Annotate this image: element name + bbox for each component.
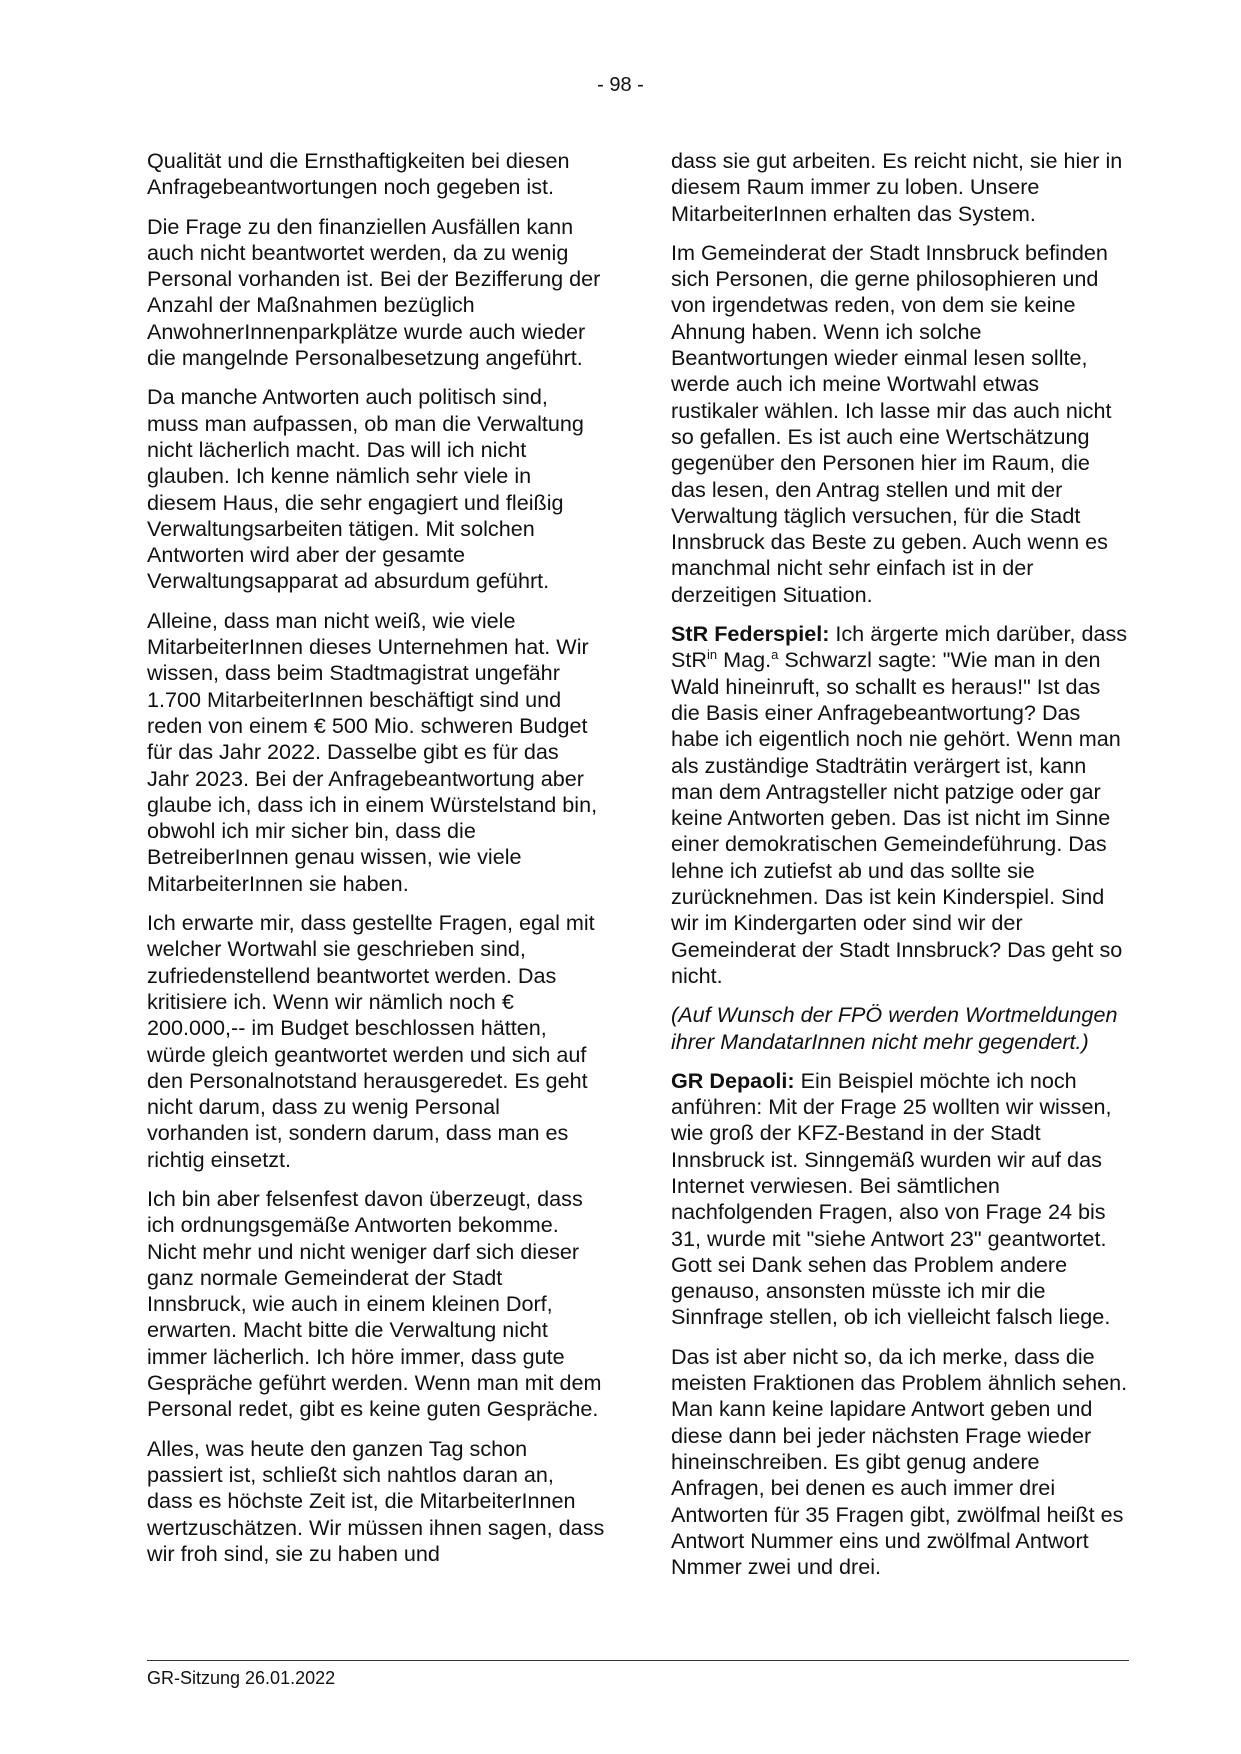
paragraph: Alleine, dass man nicht weiß, wie viele MitarbeiterInnen dieses Unternehmen hat. Wir wissen, dass beim Stadtmagistrat ungefähr 1.700 MitarbeiterInnen beschäftigt sind und reden von einem € 500 Mio. schweren Budget für das Jahr 2022. Dasselbe gibt es für das Jahr 2023. Bei der Anfragebeantwortung aber glaube ich, dass ich in einem Würstelstand bin, obwohl ich mir sicher bin, dass die BetreiberInnen genau wissen, wie viele MitarbeiterInnen sie haben. (147, 607, 598, 896)
speech-federspiel: StR Federspiel: Ich ärgerte mich darüber, dass StR$^{in}$ Mag.$^a$ Schwarzl sagte: "Wie man in den Wald hineinruft, so schallt es heraus!" Ist das die Basis einer Anfragebeantwortung? Das habe ich eigentlich noch nie gehört. Wenn man als zuständige Stadträtin verärgert ist, kann man dem Antragsteller nicht patzige oder gar keine Antworten geben. Das ist nicht im Sinne einer demokratischen Gemeindeführung. Das lehne ich zutiefst ab und das sollte sie zurücknehmen. Das ist kein Kinderspiel. Sind wir im Kindergarten oder sind wir der Gemeinderat der Stadt Innsbruck? Das geht so nicht. (671, 621, 1128, 988)
paragraph: Die Frage zu den finanziellen Ausfällen kann auch nicht beantwortet werden, da zu wenig Personal vorhanden ist. Bei der Bezifferung der Anzahl der Maßnahmen bezüglich AnwohnerInnenparkplätze wurde auch wieder die mangelnde Personalbesetzung angeführt. (147, 213, 601, 371)
page-number: - 98 - (597, 74, 644, 96)
paragraph: Da manche Antworten auch politisch sind, muss man aufpassen, ob man die Verwaltung nicht lächerlich macht. Das will ich nicht glauben. Ich kenne nämlich sehr viele in diesem Haus, die sehr engagiert und fleißig Verwaltungsarbeiten tätigen. Mit solchen Antworten wird aber der gesamte Verwaltungsapparat ad absurdum geführt. (147, 384, 584, 594)
editorial-note: (Auf Wunsch der FPÖ werden Wortmeldungen ihrer MandatarInnen nicht mehr gegendert.) (671, 1002, 1118, 1054)
left-column (147, 148, 605, 1580)
footer-text: GR-Sitzung 26.01.2022 (147, 1668, 336, 1688)
paragraph: Das ist aber nicht so, da ich merke, dass die meisten Fraktionen das Problem ähnlich sehen. Man kann keine lapidare Antwort geben und diese dann bei jeder nächsten Frage wieder hineinschreiben. Es gibt genug andere Anfragen, bei denen es auch immer drei Antworten für 35 Fragen gibt, zwölfmal heißt es Antwort Nummer eins und zwölfmal Antwort Nmmer zwei und drei. (671, 1343, 1128, 1580)
footer-divider (147, 1660, 1129, 1661)
right-column (671, 148, 1129, 1593)
speech-depaoli: GR Depaoli: Ein Beispiel möchte ich noch anführen: Mit der Frage 25 wollten wir wissen, wie groß der KFZ-Bestand in der Stadt Innsbruck ist. Sinngemäß wurden wir auf das Internet verwiesen. Bei sämtlichen nachfolgenden Fragen, also von Frage 24 bis 31, wurde mit "siehe Antwort 23" geantwortet. Gott sei Dank sehen das Problem andere genauso, ansonsten müsste ich mir die Sinnfrage stellen, ob ich vielleicht falsch liege. (671, 1067, 1112, 1330)
paragraph: Ich bin aber felsenfest davon überzeugt, dass ich ordnungsgemäße Antworten bekomme. Nicht mehr und nicht weniger darf sich dieser ganz normale Gemeinderat der Stadt Innsbruck, wie auch in einem kleinen Dorf, erwarten. Macht bitte die Verwaltung nicht immer lächerlich. Ich höre immer, dass gute Gespräche geführt werden. Wenn man mit dem Personal redet, gibt es keine guten Gespräche. (147, 1185, 602, 1422)
paragraph: Qualität und die Ernsthaftigkeiten bei diesen Anfragebeantwortungen noch gegeben ist. (147, 148, 570, 200)
paragraph: Alles, was heute den ganzen Tag schon passiert ist, schließt sich nahtlos daran an, dass es höchste Zeit ist, die MitarbeiterInnen wertzuschätzen. Wir müssen ihnen sagen, dass wir froh sind, sie zu haben und (147, 1435, 605, 1566)
paragraph: Ich erwarte mir, dass gestellte Fragen, egal mit welcher Wortwahl sie geschrieben sind, zufriedenstellend beantwortet werden. Das kritisiere ich. Wenn wir nämlich noch € 200.000,-- im Budget beschlossen hätten, würde gleich geantwortet werden und sich auf den Personalnotstand herausgeredet. Es geht nicht darum, dass zu wenig Personal vorhanden ist, sondern darum, dass man es richtig einsetzt. (147, 910, 595, 1172)
paragraph: Im Gemeinderat der Stadt Innsbruck befinden sich Personen, die gerne philosophieren und von irgendetwas reden, von dem sie keine Ahnung haben. Wenn ich solche Beantwortungen wieder einmal lesen sollte, werde auch ich meine Wortwahl etwas rustikaler wählen. Ich lasse mir das auch nicht so gefallen. Es ist auch eine Wertschätzung gegenüber den Personen hier im Raum, die das lesen, den Antrag stellen und mit der Verwaltung täglich versuchen, für die Stadt Innsbruck das Beste zu geben. Auch wenn es manchmal nicht sehr einfach ist in der derzeitigen Situation. (671, 239, 1112, 607)
paragraph: dass sie gut arbeiten. Es reicht nicht, sie hier in diesem Raum immer zu loben. Unsere MitarbeiterInnen erhalten das System. (671, 148, 1123, 226)
speaker-name: StR Federspiel: (671, 621, 830, 647)
speaker-name: GR Depaoli: (671, 1067, 795, 1093)
